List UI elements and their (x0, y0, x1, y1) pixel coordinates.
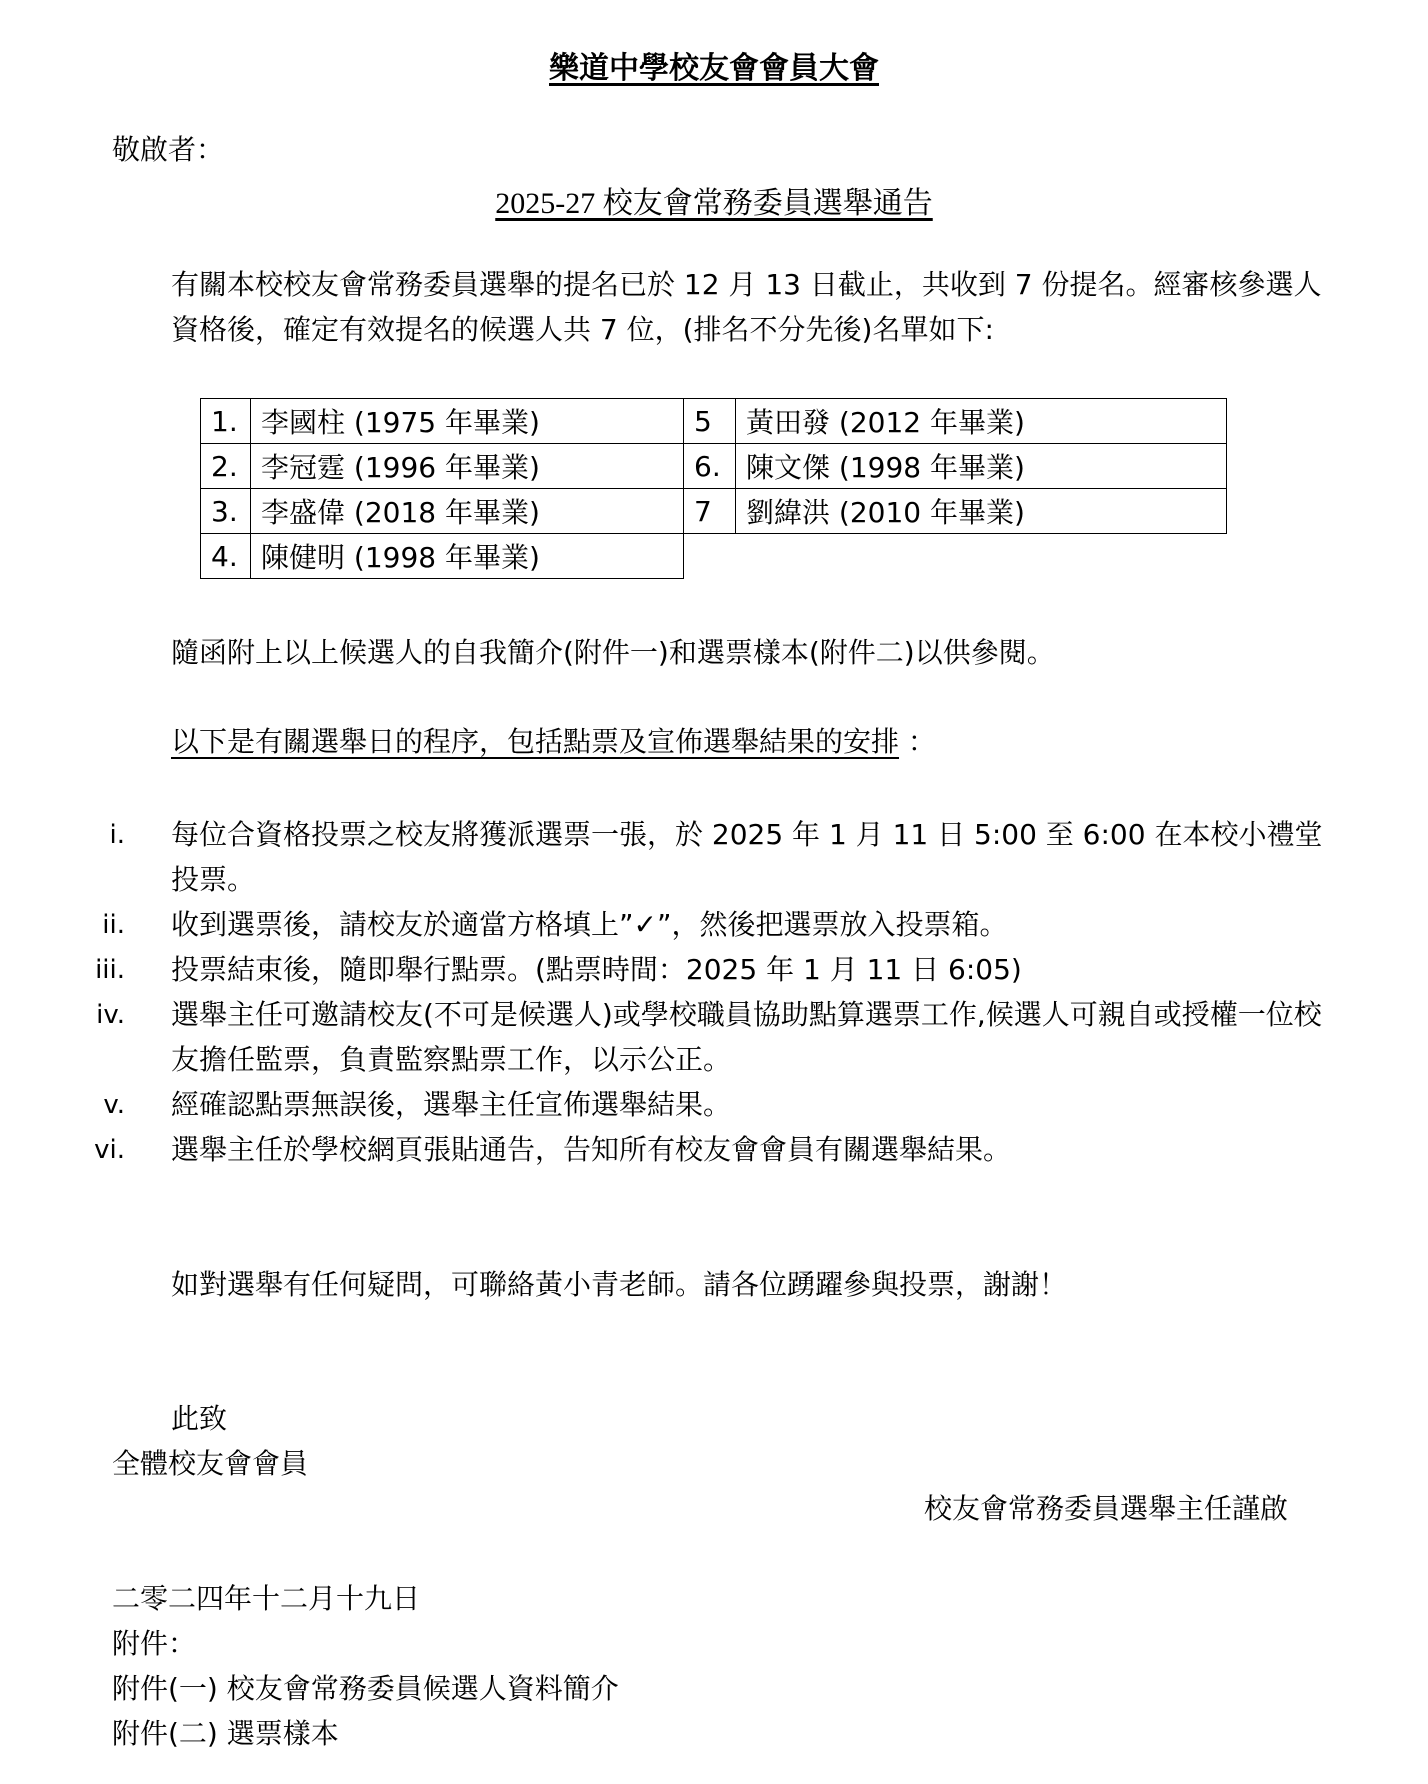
notice-subtitle: 2025-27 校友會常務委員選舉通告 (495, 187, 933, 220)
procedure-heading-text: 以下是有關選舉日的程序，包括點票及宣佈選舉結果的安排 (171, 725, 900, 758)
candidate-name: 陳健明 (1998 年畢業) (251, 534, 684, 579)
candidate-name: 李國柱 (1975 年畢業) (251, 399, 684, 444)
procedure-number: iii. (95, 955, 125, 985)
procedure-number: iv. (96, 1000, 125, 1030)
candidate-number: 6. (684, 444, 736, 489)
table-row (201, 489, 1227, 534)
candidate-number: 2. (201, 444, 251, 489)
procedure-number: ii. (102, 910, 125, 940)
closing: 此致 (171, 1402, 228, 1435)
candidate-name: 劉緯洪 (2010 年畢業) (736, 489, 1227, 534)
candidate-number: 3. (201, 489, 251, 534)
candidate-number: 4. (201, 534, 251, 579)
procedure-item: 收到選票後，請校友於適當方格填上”✓”，然後把選票放入投票箱。 (171, 908, 1008, 941)
procedure-item: 經確認點票無誤後，選舉主任宣佈選舉結果。 (171, 1088, 732, 1121)
attachment-note: 隨函附上以上候選人的自我簡介(附件一)和選票樣本(附件二)以供參閱。 (171, 636, 1055, 669)
procedure-number: v. (103, 1090, 125, 1120)
salutation: 敬啟者： (112, 133, 225, 166)
sender-signature: 校友會常務委員選舉主任謹啟 (924, 1492, 1289, 1525)
candidate-number: 7 (684, 489, 736, 534)
attachment-item: 附件(二) 選票樣本 (112, 1717, 339, 1750)
attachment-item: 附件(一) 校友會常務委員候選人資料簡介 (112, 1672, 619, 1705)
candidate-name: 李盛偉 (2018 年畢業) (251, 489, 684, 534)
procedure-number: vi. (94, 1135, 125, 1165)
procedure-item: 選舉主任於學校網頁張貼通告，告知所有校友會會員有關選舉結果。 (171, 1133, 1012, 1166)
empty-cell (684, 534, 1227, 579)
table-row (201, 534, 1227, 579)
document-title: 樂道中學校友會會員大會 (549, 51, 879, 86)
procedure-item: 投票結束後，隨即舉行點票。(點票時間：2025 年 1 月 11 日 6:05) (171, 953, 1022, 986)
procedure-heading (171, 725, 936, 759)
table-row (201, 444, 1227, 489)
candidate-name: 黃田發 (2012 年畢業) (736, 399, 1227, 444)
candidate-number: 1. (201, 399, 251, 444)
procedure-item: 選舉主任可邀請校友(不可是候選人)或學校職員協助點算選票工作,候選人可親自或授權一位校友擔任監票，負責監察點票工作，以示公正。 (171, 998, 1322, 1076)
intro-paragraph: 有關本校校友會常務委員選舉的提名已於 12 月 13 日截止，共收到 7 份提名。經審核參選人資格後，確定有效提名的候選人共 7 位，(排名不分先後)名單如下: (171, 268, 1322, 346)
candidate-name: 李冠霆 (1996 年畢業) (251, 444, 684, 489)
procedure-number: i. (109, 820, 125, 850)
procedure-item: 每位合資格投票之校友將獲派選票一張，於 2025 年 1 月 11 日 5:00 至 6:00 在本校小禮堂投票。 (171, 818, 1323, 896)
attachments-label: 附件： (112, 1627, 197, 1660)
candidate-name: 陳文傑 (1998 年畢業) (736, 444, 1227, 489)
table-row (201, 399, 1227, 444)
procedure-heading-colon: ： (899, 725, 936, 758)
inquiry-paragraph: 如對選舉有任何疑問，可聯絡黃小青老師。請各位踴躍參與投票，謝謝！ (171, 1268, 1068, 1301)
candidate-number: 5 (684, 399, 736, 444)
candidate-table (200, 398, 1227, 579)
issue-date: 二零二四年十二月十九日 (112, 1582, 421, 1615)
recipient: 全體校友會會員 (112, 1447, 309, 1480)
